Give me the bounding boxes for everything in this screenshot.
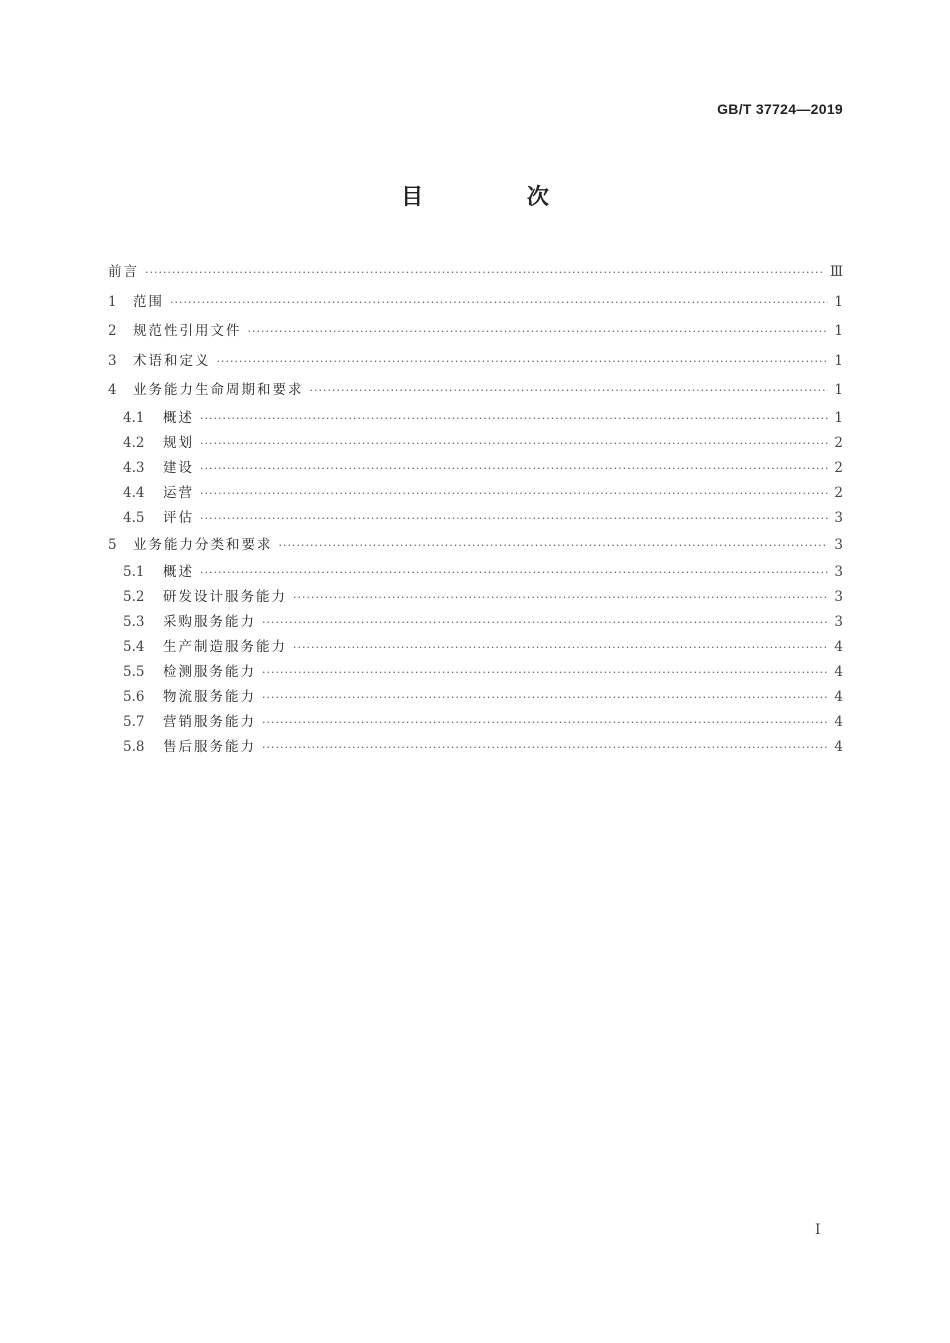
toc-number: 3: [108, 352, 117, 369]
toc-leader: [279, 531, 829, 561]
toc-number: 5: [108, 536, 117, 553]
toc-page: 1: [834, 293, 843, 310]
toc-entry[interactable]: [108, 406, 843, 431]
toc-page: 4: [834, 639, 843, 655]
toc-label: 建设: [163, 459, 194, 476]
toc-number: 5.5: [123, 664, 145, 680]
toc-page: 2: [834, 459, 843, 476]
toc-leader: [293, 585, 828, 610]
toc-number: 5.4: [123, 639, 145, 655]
toc-entry[interactable]: [108, 685, 843, 710]
toc-page: 3: [834, 509, 843, 526]
toc-page: 1: [834, 352, 843, 369]
toc-label: 规划: [163, 434, 194, 451]
page-number: Ⅰ: [815, 1222, 821, 1238]
toc-label: 概述: [163, 409, 194, 426]
toc-leader: [262, 710, 828, 735]
toc-entry[interactable]: [108, 376, 843, 406]
toc-leader: [293, 635, 828, 660]
toc-label: 范围: [133, 293, 164, 310]
toc-entry[interactable]: [108, 258, 843, 288]
toc-entry[interactable]: [108, 635, 843, 660]
toc-leader: [200, 560, 828, 585]
toc-number: 4.2: [123, 434, 145, 451]
toc-entry[interactable]: [108, 710, 843, 735]
toc-entry[interactable]: [108, 506, 843, 531]
toc-page: 4: [834, 714, 843, 730]
toc-number: 4: [108, 382, 117, 398]
toc-leader: [200, 431, 828, 456]
toc-leader: [262, 685, 828, 710]
toc-label: 物流服务能力: [163, 689, 256, 705]
toc-leader: [200, 406, 828, 431]
toc-page: Ⅲ: [829, 264, 843, 280]
toc-leader: [310, 376, 829, 406]
standard-code: GB/T 37724—2019: [717, 101, 843, 117]
toc-entry[interactable]: [108, 560, 843, 585]
toc-page: 3: [834, 564, 843, 580]
toc-label: 营销服务能力: [163, 714, 256, 730]
toc-number: 5.3: [123, 614, 145, 630]
toc-page: 1: [834, 409, 843, 426]
toc-number: 5.6: [123, 689, 145, 705]
toc-entry[interactable]: [108, 481, 843, 506]
toc-entry[interactable]: [108, 531, 843, 561]
toc-label: 评估: [163, 509, 194, 526]
toc-label: 运营: [163, 484, 194, 501]
toc-leader: [145, 258, 824, 288]
toc-number: 4.1: [123, 409, 145, 426]
toc-number: 5.2: [123, 589, 145, 605]
toc-number: 2: [108, 323, 117, 339]
table-of-contents: [108, 258, 843, 760]
toc-label: 规范性引用文件: [133, 323, 242, 339]
toc-entry[interactable]: [108, 610, 843, 635]
toc-page: 1: [834, 382, 843, 398]
toc-page: 2: [834, 484, 843, 501]
toc-label: 术语和定义: [133, 352, 211, 369]
toc-entry[interactable]: [108, 735, 843, 760]
toc-leader: [262, 735, 828, 760]
toc-number: 5.7: [123, 714, 145, 730]
toc-number: 5.1: [123, 564, 145, 580]
toc-number: 1: [108, 293, 117, 310]
toc-label: 检测服务能力: [163, 664, 256, 680]
toc-entry[interactable]: [108, 317, 843, 347]
toc-leader: [200, 456, 828, 481]
toc-leader: [200, 481, 828, 506]
toc-number: 4.4: [123, 484, 145, 501]
toc-number: 4.3: [123, 459, 145, 476]
toc-entry[interactable]: [108, 288, 843, 318]
toc-label: 前言: [108, 264, 139, 280]
toc-number: 4.5: [123, 509, 145, 526]
toc-page: 3: [834, 589, 843, 605]
toc-leader: [170, 288, 828, 318]
toc-page: 4: [834, 739, 843, 755]
toc-label: 概述: [163, 564, 194, 580]
toc-leader: [262, 610, 828, 635]
page-title: 目 次: [401, 185, 597, 210]
toc-entry[interactable]: [108, 585, 843, 610]
toc-page: 3: [834, 614, 843, 630]
toc-entry[interactable]: [108, 347, 843, 377]
toc-leader: [248, 317, 829, 347]
toc-page: 3: [834, 536, 843, 553]
toc-page: 4: [834, 664, 843, 680]
toc-label: 业务能力生命周期和要求: [133, 382, 304, 398]
toc-entry[interactable]: [108, 456, 843, 481]
toc-leader: [200, 506, 828, 531]
toc-label: 业务能力分类和要求: [133, 536, 273, 553]
toc-page: 4: [834, 689, 843, 705]
toc-number: 5.8: [123, 739, 145, 755]
toc-leader: [262, 660, 828, 685]
toc-entry[interactable]: [108, 660, 843, 685]
toc-page: 1: [834, 323, 843, 339]
toc-leader: [217, 347, 829, 377]
toc-label: 研发设计服务能力: [163, 589, 287, 605]
toc-label: 生产制造服务能力: [163, 639, 287, 655]
toc-page: 2: [834, 434, 843, 451]
toc-entry[interactable]: [108, 431, 843, 456]
toc-label: 售后服务能力: [163, 739, 256, 755]
toc-label: 采购服务能力: [163, 614, 256, 630]
